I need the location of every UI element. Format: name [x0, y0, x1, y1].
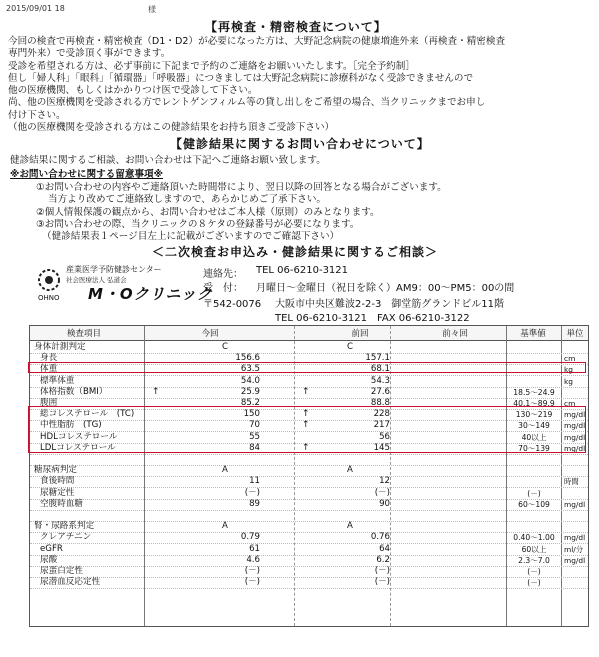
- row-current-value: A: [222, 465, 228, 476]
- row-item-label: 身長: [40, 353, 58, 364]
- row-unit: mg/dl: [564, 555, 586, 565]
- table-header: [30, 326, 588, 341]
- row-unit: 時間: [564, 477, 579, 487]
- row-current-value: 156.6: [235, 353, 260, 364]
- row-current-flag: ↑: [152, 386, 160, 397]
- row-item-label: 食後時間: [40, 476, 75, 487]
- row-previous-value: 217: [373, 420, 390, 431]
- row-unit: mg/dl: [564, 533, 586, 543]
- header-item: 検査項目: [66, 329, 101, 339]
- highlight-lipids: [28, 406, 586, 453]
- reexam-line: 専門外来）で受診頂く事ができます。: [8, 48, 171, 60]
- row-item-label: 腎・尿路系判定: [34, 521, 95, 532]
- row-item-label: 尿酸: [40, 554, 58, 565]
- section-title-inquiry: 【健診結果に関するお問い合わせについて】: [170, 137, 430, 151]
- table-row: [30, 499, 588, 511]
- header-before-previous: 前々回: [442, 329, 468, 339]
- inquiry-notes-heading: ※お問い合わせに関する留意事項※: [10, 169, 163, 180]
- row-current-value: 4.6: [246, 554, 260, 565]
- clinic-zip: 〒542-0076: [203, 299, 262, 310]
- print-date: 2015/09/01 18: [6, 4, 65, 13]
- row-item-label: 身体計測判定: [34, 342, 86, 352]
- row-current-value: 54.0: [240, 375, 260, 386]
- inquiry-note: 当方より改めてご連絡致しますので、あらかじめご了承下さい。: [48, 194, 327, 206]
- row-previous-value: 6.2: [376, 554, 390, 565]
- reexam-line: 他の医療機関、もしくはかかりつけ医で受診して下さい。: [8, 85, 258, 97]
- table-row: [30, 387, 588, 399]
- inquiry-intro: 健診結果に関するご相談、お問い合わせは下記へご連絡お願い致します。: [10, 155, 326, 166]
- row-previous-value: (－): [374, 566, 390, 576]
- patient-honorific: 様: [148, 5, 156, 14]
- table-row: [30, 577, 588, 589]
- reexam-line: 尚、他の医療機関を受診される方でレントゲンフィルム等の貸し出しをご希望の場合、当クリニックまでお申し: [8, 97, 486, 109]
- table-row: [30, 454, 588, 466]
- row-item-label: 尿蛋白定性: [40, 566, 83, 576]
- inquiry-note: ③お問い合わせの際、当クリニックの８ケタの登録番号が必要になります。: [36, 218, 360, 230]
- row-reference-range: 2.3～7.0: [518, 555, 550, 565]
- reexam-paragraph: [8, 36, 596, 134]
- row-item-label: クレアチニン: [40, 532, 92, 543]
- table-row: [30, 342, 588, 354]
- header-previous: 前回: [351, 329, 369, 339]
- row-current-value: (－): [244, 577, 260, 588]
- row-previous-value: A: [347, 521, 353, 532]
- row-previous-value: (－): [374, 487, 390, 498]
- inquiry-notes: [36, 182, 447, 243]
- row-current-value: 85.2: [240, 398, 260, 408]
- reexam-line: （他の医療機関を受診される方はこの健診結果をお持ち頂きご受診下さい）: [8, 122, 335, 134]
- row-unit: mg/dl: [564, 443, 586, 453]
- row-reference-range: 60～109: [518, 499, 550, 509]
- row-previous-value: 145: [373, 442, 390, 453]
- row-current-value: 150: [243, 409, 260, 420]
- row-unit: mg/dl: [564, 421, 586, 431]
- row-previous-value: 88.8: [370, 398, 390, 408]
- row-unit: cm: [564, 399, 576, 408]
- row-previous-value: 54.3: [370, 375, 390, 386]
- row-reference-range: 130～219: [515, 410, 553, 420]
- row-reference-range: 40.1～89.9: [513, 399, 555, 408]
- row-current-value: 63.5: [240, 364, 260, 375]
- row-current-value: (－): [244, 487, 260, 498]
- row-current-value: A: [222, 521, 228, 532]
- header-unit: 単位: [566, 329, 584, 339]
- row-previous-value: 0.76: [370, 532, 390, 543]
- clinic-logo-name: M・Oクリニック: [88, 285, 213, 303]
- table-row: [30, 521, 588, 533]
- reexam-line: 受診を希望される方は、必ず事前に下記まで予約のご連絡をお願いいたします。［完全予約制］: [8, 60, 415, 72]
- clinic-address: 大阪市中央区難波2-2-3 御堂筋グランドビル11階: [275, 299, 505, 310]
- clinic-center-name: 産業医学予防健診センター: [66, 265, 162, 274]
- reexam-line: 今回の検査で再検査・精密検査（D1・D2）が必要になった方は、大野記念病院の健康増進外来（再検査・精密検査: [8, 36, 506, 47]
- row-reference-range: (－): [527, 567, 541, 576]
- table-row: [30, 532, 588, 544]
- row-reference-range: (－): [527, 578, 541, 588]
- header-reference: 基準値: [520, 329, 546, 339]
- table-row: [30, 376, 588, 388]
- row-current-value: 11: [249, 476, 260, 487]
- row-previous-value: 68.1: [370, 364, 390, 375]
- row-previous-value: (－): [374, 577, 390, 588]
- row-item-label: 空腹時血糖: [40, 498, 83, 509]
- row-current-value: 0.79: [240, 532, 260, 543]
- row-unit: ml/分: [564, 544, 584, 554]
- table-row: [30, 555, 588, 567]
- results-table: [29, 325, 589, 627]
- row-current-value: C: [221, 342, 228, 352]
- row-item-label: 総コレステロール (TC): [40, 409, 135, 420]
- row-unit: cm: [564, 354, 576, 364]
- row-item-label: 糖尿病判定: [34, 465, 77, 476]
- row-item-label: 体重: [40, 364, 58, 375]
- reception-label: 受 付：: [203, 283, 243, 294]
- row-reference-range: 18.5～24.9: [513, 387, 555, 397]
- clinic-logo-sub: OHNO: [38, 294, 60, 302]
- reexam-line: 但し「婦人科」「眼科」「循環器」「呼吸器」につきましては大野記念病院に診療科がなく受診できませんので: [8, 72, 474, 84]
- row-item-label: 体格指数（BMI）: [40, 386, 108, 397]
- row-item-label: eGFR: [40, 543, 63, 554]
- row-current-value: 70: [249, 420, 260, 431]
- inquiry-note: （健診結果表１ページ目左上に記載がございますのでご確認下さい）: [42, 231, 340, 243]
- table-row: [30, 566, 588, 578]
- clinic-tel-fax: TEL 06-6210-3121 FAX 06-6210-3122: [275, 313, 470, 324]
- row-item-label: 尿潜血反応定性: [40, 577, 101, 588]
- row-reference-range: 40以上: [521, 432, 547, 442]
- row-previous-value: 64: [379, 543, 390, 554]
- row-current-value: 55: [249, 431, 260, 442]
- row-previous-flag: ↑: [302, 386, 310, 397]
- row-previous-value: 228: [373, 409, 390, 420]
- row-item-label: 腹囲: [40, 398, 58, 408]
- row-unit: kg: [564, 365, 573, 375]
- row-previous-value: 27.6: [370, 386, 390, 397]
- row-reference-range: (－): [527, 488, 541, 498]
- table-row: [30, 476, 588, 488]
- table-row: [30, 488, 588, 500]
- row-item-label: LDLコレステロール: [40, 442, 116, 453]
- row-item-label: 標準体重: [40, 375, 75, 386]
- row-item-label: 尿糖定性: [40, 487, 75, 498]
- inquiry-note: ②個人情報保護の観点から、お問い合わせはご本人様（原則）のみとなります。: [36, 206, 380, 218]
- row-current-value: (－): [244, 566, 260, 576]
- consult-title: ＜二次検査お申込み・健診結果に関するご相談＞: [152, 245, 439, 259]
- row-previous-flag: ↑: [302, 442, 310, 453]
- row-current-value: 25.9: [240, 386, 260, 397]
- row-previous-value: A: [347, 465, 353, 476]
- row-reference-range: 0.40～1.00: [513, 533, 555, 543]
- inquiry-note: ①お問い合わせの内容やご連絡頂いた時間帯により、翌日以降の回答となる場合がございます。: [36, 182, 447, 193]
- table-row: [30, 510, 588, 522]
- row-current-value: 89: [249, 498, 260, 509]
- section-title-reexam: 【再検査・精密検査について】: [205, 20, 387, 34]
- row-previous-value: 12: [379, 476, 390, 487]
- row-item-label: 中性脂肪 (TG): [40, 420, 102, 431]
- contact-tel: TEL 06-6210-3121: [256, 265, 349, 276]
- row-unit: kg: [564, 376, 573, 386]
- header-current: 今回: [201, 329, 219, 339]
- row-current-value: 84: [249, 442, 260, 453]
- reexam-line: 付け下さい。: [8, 109, 66, 121]
- clinic-corp-name: 社会医療法人 弘道会: [66, 276, 127, 284]
- row-reference-range: 60以上: [521, 544, 547, 554]
- row-previous-value: 90: [379, 498, 390, 509]
- row-previous-flag: ↑: [302, 409, 310, 420]
- reception-hours: 月曜日～金曜日（祝日を除く）AM9：00～PM5：00の間: [256, 283, 515, 294]
- row-unit: mg/dl: [564, 432, 586, 442]
- row-item-label: HDLコレステロール: [40, 431, 118, 442]
- row-unit: mg/dl: [564, 499, 586, 509]
- table-row: [30, 465, 588, 477]
- row-previous-value: 56: [379, 431, 390, 442]
- table-row: [30, 544, 588, 556]
- row-unit: mg/dl: [564, 410, 586, 420]
- highlight-weight: [28, 362, 586, 373]
- row-current-value: 61: [249, 543, 260, 554]
- row-previous-flag: ↑: [302, 420, 310, 431]
- row-reference-range: 30～149: [518, 421, 550, 431]
- row-previous-value: 157.1: [365, 353, 390, 364]
- contact-label: 連絡先：: [203, 269, 243, 280]
- row-reference-range: 70～139: [518, 443, 550, 453]
- row-previous-value: C: [346, 342, 353, 352]
- clinic-logo-mark-icon: [34, 265, 64, 295]
